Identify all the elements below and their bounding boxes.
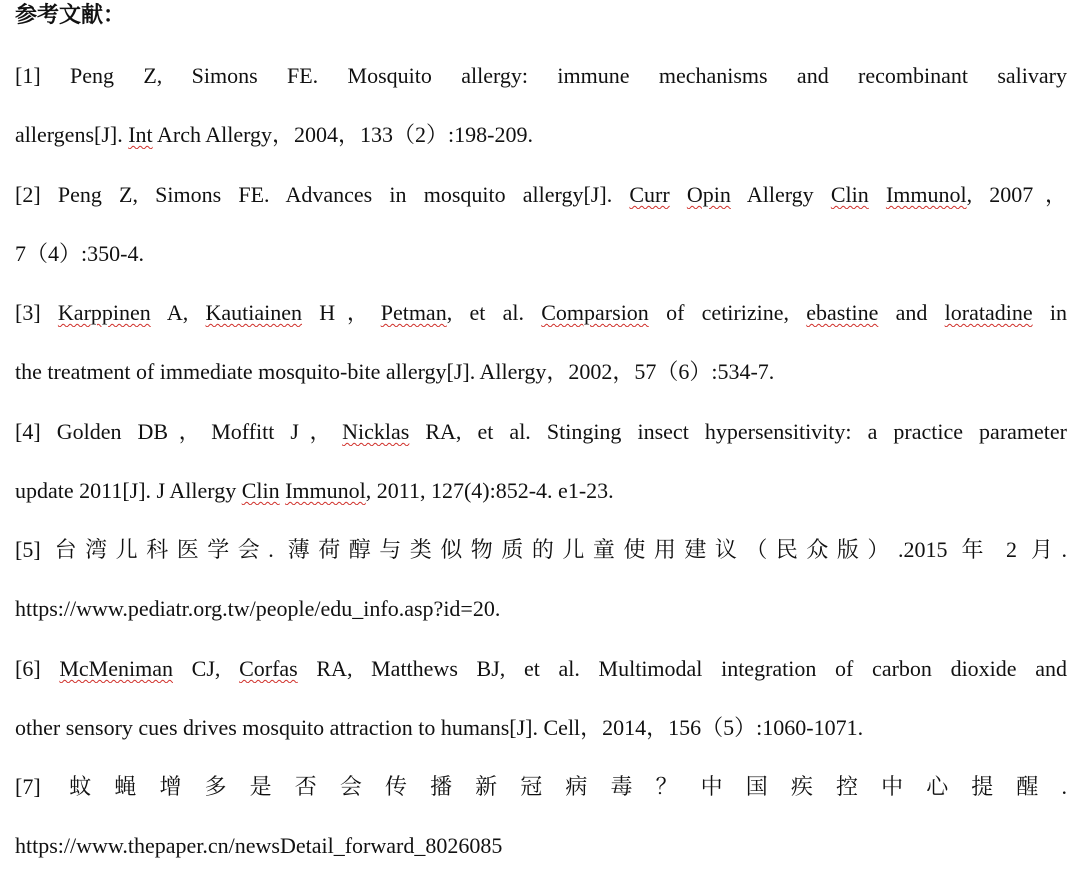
reference-text: and (878, 300, 945, 325)
reference-text: https://www.thepaper.cn/newsDetail_forward_8026085 (15, 833, 503, 858)
spellcheck-flagged-word: Clin (241, 478, 280, 503)
spellcheck-flagged-word: Kautiainen (205, 300, 303, 325)
reference-text: other sensory cues drives mosquito attraction to humans[J]. Cell，2014，156（5）:1060-1071. (15, 715, 864, 740)
reference-text (670, 182, 687, 207)
spellcheck-flagged-word: ebastine (806, 300, 879, 325)
reference-4-line-2 (15, 477, 1067, 505)
reference-text: 7（4）:350-4. (15, 241, 144, 266)
reference-text: [7] 蚊蝇增多是否会传播新冠病毒？中国疾控中心提醒. (15, 774, 1067, 799)
reference-7-line-2 (15, 832, 1067, 860)
reference-5-line-1 (15, 536, 1067, 564)
reference-text: [3] (15, 300, 58, 325)
spellcheck-flagged-word: Corfas (239, 656, 298, 681)
reference-text: the treatment of immediate mosquito-bite allergy[J]. Allergy，2002，57（6）:534-7. (15, 359, 775, 384)
reference-2-line-2 (15, 240, 1067, 268)
reference-7-line-1 (15, 773, 1067, 801)
references-heading: 参考文献： (15, 2, 126, 27)
reference-text: RA, et al. Stinging insect hypersensitivity: a practice parameter (409, 419, 1067, 444)
reference-5-line-2 (15, 595, 1067, 623)
spellcheck-flagged-word: Immunol (285, 478, 366, 503)
reference-text: H， (302, 300, 381, 325)
spellcheck-flagged-word: Nicklas (342, 419, 410, 444)
reference-text: RA, Matthews BJ, et al. Multimodal integration of carbon dioxide and (297, 656, 1067, 681)
reference-text: [4] Golden DB，Moffitt J， (15, 419, 343, 444)
reference-text: update 2011[J]. J Allergy (15, 478, 242, 503)
spellcheck-flagged-word: Immunol (885, 182, 967, 207)
reference-6-line-2 (15, 714, 1067, 742)
reference-text: Arch Allergy，2004，133（2）:198-209. (152, 122, 533, 147)
reference-text (869, 182, 886, 207)
spellcheck-flagged-word: Petman (380, 300, 447, 325)
reference-4-line-1 (15, 418, 1067, 446)
reference-text: [1] Peng Z, Simons FE. Mosquito allergy: immune mechanisms and recombinant salivary (15, 63, 1067, 88)
reference-text: , 2007， (966, 182, 1067, 207)
reference-1-line-2 (15, 121, 1067, 149)
reference-text: https://www.pediatr.org.tw/people/edu_info.asp?id=20. (15, 596, 501, 621)
reference-text: [2] Peng Z, Simons FE. Advances in mosquito allergy[J]. (15, 182, 630, 207)
reference-text: in (1032, 300, 1067, 325)
reference-1-line-1 (15, 62, 1067, 90)
spellcheck-flagged-word: Opin (686, 182, 731, 207)
reference-text: , 2011, 127(4):852-4. e1-23. (365, 478, 614, 503)
reference-text: of cetirizine, (648, 300, 807, 325)
spellcheck-flagged-word: loratadine (944, 300, 1033, 325)
spellcheck-flagged-word: Karppinen (57, 300, 151, 325)
spellcheck-flagged-word: McMeniman (59, 656, 173, 681)
spellcheck-flagged-word: Comparsion (541, 300, 649, 325)
reference-2-line-1 (15, 181, 1067, 209)
reference-text: [5] 台湾儿科医学会. 薄荷醇与类似物质的儿童使用建议（民众版）.2015 年 2 月. (15, 537, 1067, 562)
reference-text: CJ, (172, 656, 240, 681)
reference-text: Allergy (730, 182, 831, 207)
spellcheck-flagged-word: Curr (629, 182, 670, 207)
spellcheck-flagged-word: Int (128, 122, 153, 147)
reference-6-line-1 (15, 655, 1067, 683)
reference-text: [6] (15, 656, 60, 681)
reference-text: , et al. (446, 300, 542, 325)
reference-text: allergens[J]. (15, 122, 129, 147)
reference-3-line-1 (15, 299, 1067, 327)
spellcheck-flagged-word: Clin (830, 182, 869, 207)
reference-text: A, (150, 300, 206, 325)
reference-3-line-2 (15, 358, 1067, 386)
